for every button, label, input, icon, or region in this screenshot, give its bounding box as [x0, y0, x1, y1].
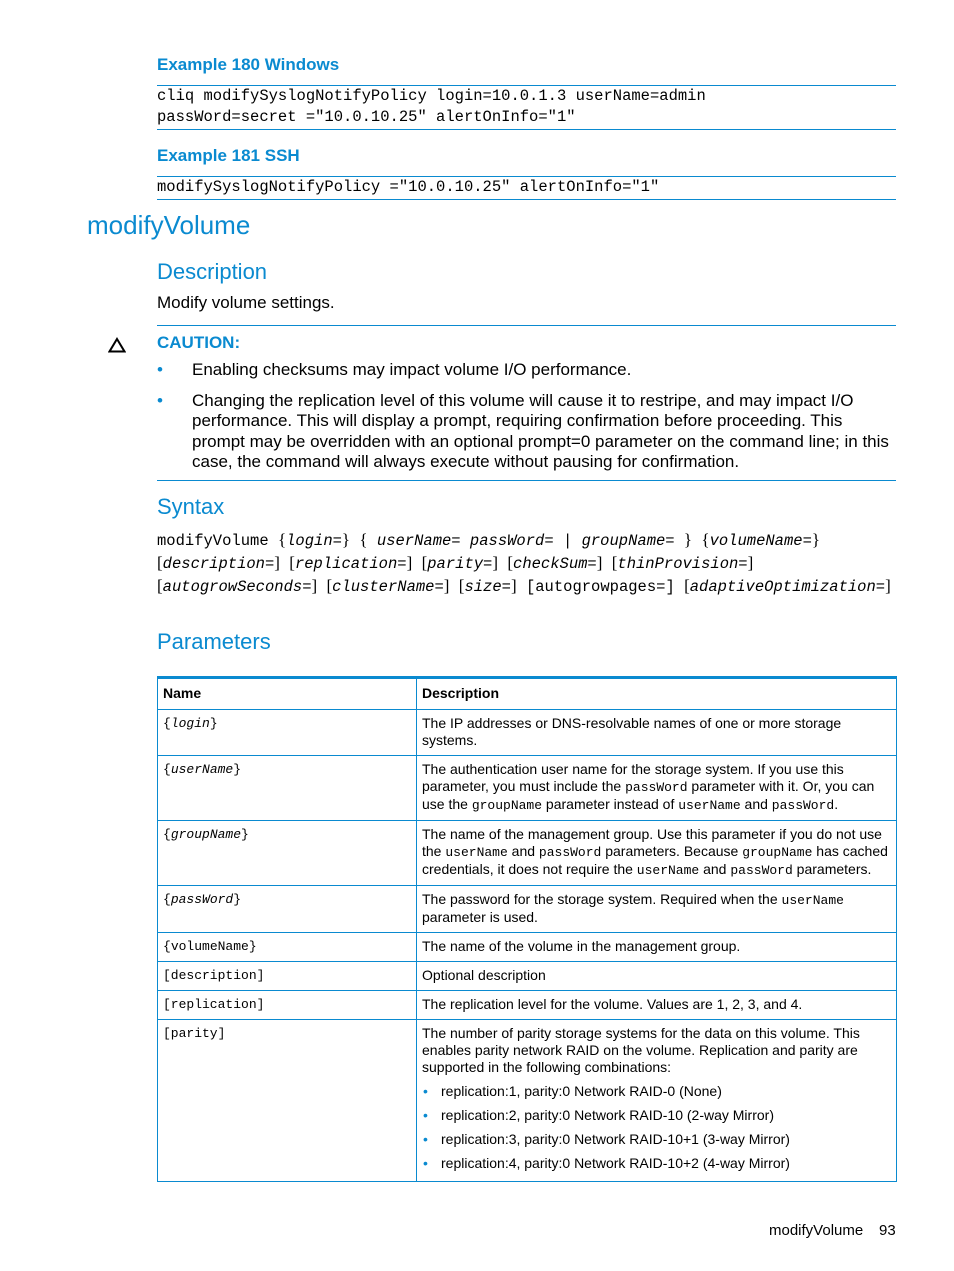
bullet-icon: •: [157, 390, 163, 410]
list-item: • replication:1, parity:0 Network RAID-0 (None): [423, 1083, 722, 1099]
caution-top-rule: [157, 325, 896, 326]
table-row: [158, 991, 897, 1020]
example-181-bottom-rule: [157, 199, 896, 200]
list-item: • replication:2, parity:0 Network RAID-10 (2-way Mirror): [423, 1107, 774, 1123]
syntax-heading: Syntax: [157, 494, 225, 519]
table-row: [158, 886, 897, 933]
parameters-heading: Parameters: [157, 629, 271, 654]
param-description: The name of the management group. Use this parameter if you do not use the userName and passWord parameters. Because groupName has cached credentials, it does not require the userName and passWord parameters.: [417, 821, 897, 886]
table-row: [158, 962, 897, 991]
column-header-name: Name: [158, 678, 417, 710]
column-header-description: Description: [417, 678, 897, 710]
param-description: The authentication user name for the storage system. If you use this parameter, you must include the passWord parameter with it. Or, you can use the groupName parameter instead of userName and passWord.: [417, 756, 897, 821]
caution-bottom-rule: [157, 480, 896, 481]
bullet-icon: •: [423, 1083, 428, 1099]
description-heading: Description: [157, 259, 268, 284]
param-name: {groupName}: [158, 821, 417, 886]
parameters-table: [157, 676, 897, 1182]
param-description: The name of the volume in the management group.: [417, 933, 897, 962]
table-row: [158, 821, 897, 886]
caution-item: • Changing the replication level of this volume will cause it to restripe, and may impact I/O performance. This will display a prompt, requiring confirmation before proceeding. This prompt may be overridden with an optional prompt=0 parameter on the command line; in this case, the command will always execute without pausing for confirmation.: [157, 390, 889, 471]
table-row: [158, 933, 897, 962]
example-180-bottom-rule: [157, 129, 896, 130]
list-item: • replication:3, parity:0 Network RAID-10+1 (3-way Mirror): [423, 1131, 790, 1147]
example-180-line-2: passWord=secret ="10.0.10.25" alertOnInfo="1": [157, 108, 576, 126]
example-180-code: [157, 86, 706, 128]
example-180-title: Example 180 Windows: [157, 55, 340, 74]
table-header-row: [158, 678, 897, 710]
param-name: [description]: [158, 962, 417, 991]
example-181-title: Example 181 SSH: [157, 146, 300, 165]
bullet-icon: •: [423, 1131, 428, 1147]
caution-triangle-icon: [108, 337, 126, 353]
param-name: {passWord}: [158, 886, 417, 933]
table-row: [158, 1020, 897, 1182]
bullet-icon: •: [423, 1155, 428, 1171]
param-description: The password for the storage system. Required when the userName parameter is used.: [417, 886, 897, 933]
param-description: The number of parity storage systems for the data on this volume. This enables parity network RAID on the volume. Replication and parity are supported in the following combinations: • replication:1, parity:0 Network RAID-0 (None) • replication:2, parity:0 Network RAID-10 (2-way Mirror) • replication:3, parity:0 Network RAID-10+1 (3-way Mirror) • replication:4, parity:0 Network RAID-10+2 (4-way Mirror): [417, 1020, 897, 1182]
param-name: [parity]: [158, 1020, 417, 1182]
param-description: The replication level for the volume. Values are 1, 2, 3, and 4.: [417, 991, 897, 1020]
example-181-code: modifySyslogNotifyPolicy ="10.0.10.25" alertOnInfo="1": [157, 178, 660, 196]
table-row: [158, 756, 897, 821]
page-title: modifyVolume: [87, 210, 251, 240]
list-item: • replication:4, parity:0 Network RAID-10+2 (4-way Mirror): [423, 1155, 790, 1171]
param-description: Optional description: [417, 962, 897, 991]
example-180-line-1: cliq modifySyslogNotifyPolicy login=10.0.1.3 userName=admin: [157, 87, 706, 105]
param-description: The IP addresses or DNS-resolvable names of one or more storage systems.: [417, 710, 897, 756]
caution-list: [157, 360, 897, 483]
param-name: {login}: [158, 710, 417, 756]
bullet-icon: •: [157, 360, 163, 379]
param-name: {userName}: [158, 756, 417, 821]
caution-label: CAUTION:: [157, 333, 241, 352]
footer-page-number: 93: [879, 1222, 896, 1239]
bullet-icon: •: [423, 1107, 428, 1123]
footer-section-name: modifyVolume: [769, 1222, 864, 1239]
description-text: Modify volume settings.: [157, 293, 335, 312]
parity-combinations-list: [422, 1083, 891, 1172]
syntax-block: modifyVolume {login=} { userName= passWord= | groupName= } {volumeName=} [description=] [replication=] [parity=] [checkSum=] [thinProvision=] [autogrowSeconds=] [clusterName=] [size=] [autogrowpages=] [adaptiveOptimization=]: [157, 530, 891, 597]
param-name: {volumeName}: [158, 933, 417, 962]
param-name: [replication]: [158, 991, 417, 1020]
table-row: [158, 710, 897, 756]
caution-item: • Enabling checksums may impact volume I/O performance.: [157, 360, 632, 379]
